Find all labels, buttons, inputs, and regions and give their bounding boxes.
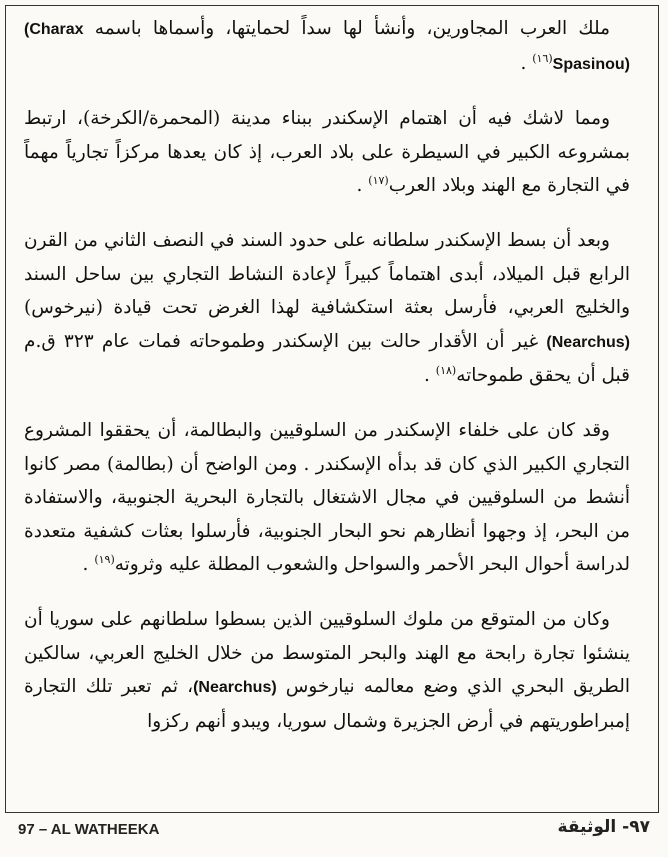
text-run: ، ثم تعبر تلك التجارة إمبراطوريتهم في أرض الجزيرة وشمال سوريا، ويبدو أنهم ركزوا [24, 676, 630, 732]
paragraph-gap [24, 81, 630, 102]
text-run: ومما لاشك فيه أن اهتمام الإسكندر ببناء مدينة (المحمرة/الكرخة)، ارتبط بمشروعه الكبير في السيطرة على بلاد العرب، إذ كان يعدها مركزاً تجارياً مهماً في التجارة مع الهند وبلاد العرب [24, 108, 630, 197]
text-run: وقد كان على خلفاء الإسكندر من السلوقيين والبطالمة، أن يحققوا المشروع التجاري الكبير الذي كان قد بدأه الإسكندر . ومن الواضح أن (بطالمة) مصر كانوا أنشط من السلوقيين في مجال الاشتغال بالتجارة البحرية الجنوبية، والاستفادة من البحر، إذ وجهوا أنظارهم نحو البحار الجنوبية، فأرسلوا بعثات كشفية متعددة لدراسة أحوال البحر الأحمر والسواحل والشعوب المطلة عليه وثروته [24, 419, 630, 576]
article-body [24, 12, 630, 738]
paragraph-gap [24, 393, 630, 414]
footer-page-number-ar: ٩٧- الوثيقة [557, 817, 650, 837]
latin-term: (Nearchus) [546, 333, 630, 351]
text-run: ملك العرب المجاورين، وأنشأ لها سداً لحمايتها، وأسماها باسمه [83, 18, 610, 39]
text-run: وبعد أن بسط الإسكندر سلطانه على حدود السند في النصف الثاني من القرن الرابع قبل الميلاد، أبدى اهتماماً كبيراً لإعادة النشاط التجاري بين ساحل السند والخليج العربي، فأرسل بعثة استكشافية لهذا الغرض تحت قيادة (نيرخوس) [24, 229, 630, 319]
paragraph-gap [24, 582, 630, 603]
text-run: غير أن الأقدار حالت بين الإسكندر وطموحاته فمات عام ٣٢٣ ق.م قبل أن يحقق طموحاته [24, 330, 630, 387]
paragraph [24, 224, 630, 393]
paragraph [24, 12, 630, 81]
paragraph-gap [24, 203, 630, 224]
text-run: . [356, 175, 369, 197]
footer-page-number-en: 97 – AL WATHEEKA [18, 821, 160, 838]
text-run: . [424, 365, 436, 387]
text-run: . [520, 52, 533, 74]
latin-term: (Nearchus) [193, 679, 277, 697]
footnote-ref: (١٩) [94, 553, 115, 567]
paragraph [24, 102, 630, 203]
footnote-ref: (١٧) [368, 174, 389, 188]
footnote-ref: (١٨) [435, 364, 457, 378]
text-run: . [82, 554, 95, 576]
latin-term: (Charax Spasinou) [24, 21, 630, 73]
paragraph [24, 603, 630, 738]
page-footer [0, 813, 668, 857]
paragraph [24, 414, 630, 582]
text-run: وكان من المتوقع من ملوك السلوقيين الذين بسطوا سلطانهم على سوريا أن ينشئوا تجارة رابحة مع الهند والبحر المتوسط من خلال الخليج العربي، سالكين الطريق البحري الذي وضع معالمه نيارخوس [24, 608, 630, 698]
footnote-ref: (١٦) [532, 51, 553, 65]
